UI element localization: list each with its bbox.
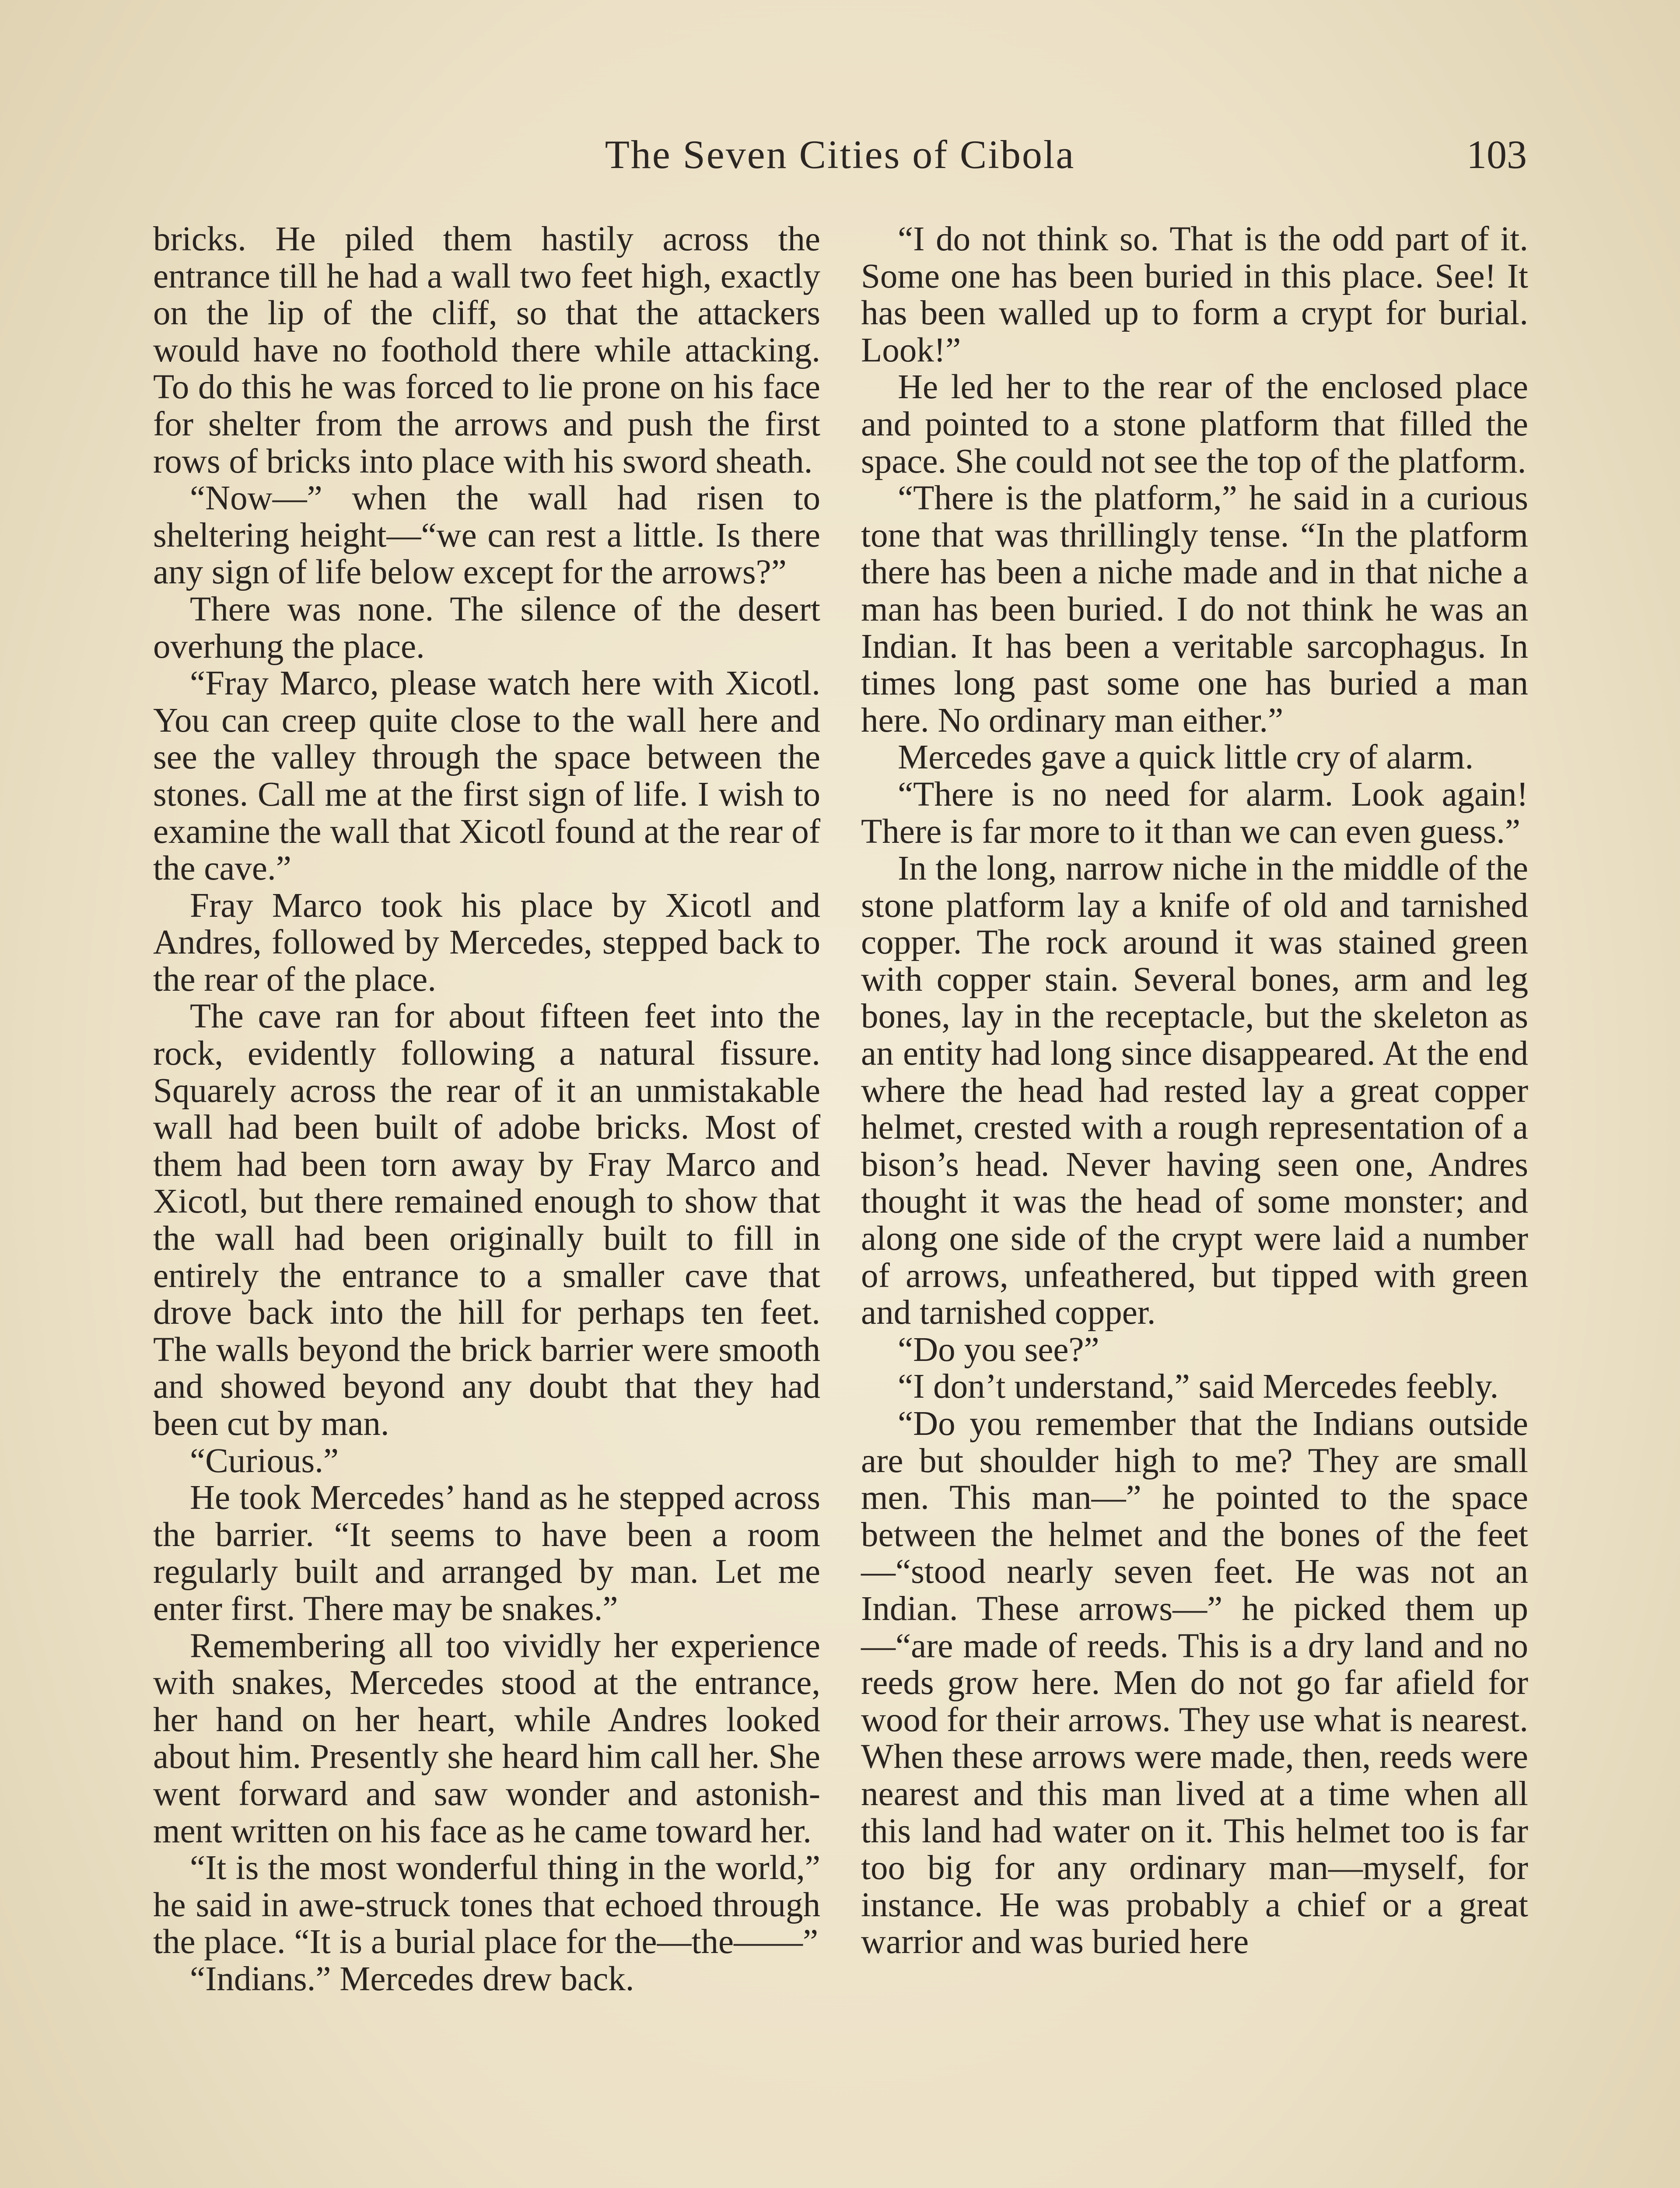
paragraph: “There is the platform,” he said in a curious tone that was thrillingly tense. “In the platform there has been a niche made and in that niche a man has been buried. I do not think he was an Indian. It has been a veritable sarcophagus. In times long past some one has buried a man here. No ordinary man either.”: [861, 479, 1528, 740]
paragraph: bricks. He piled them hastily across the entrance till he had a wall two feet high, exactly on the lip of the cliff, so that the attackers would have no foothold there while attacking. To do this he was forced to lie prone on his face for shelter from the arrows and push the first rows of bricks into place with his sword sheath.: [153, 220, 820, 480]
paragraph: The cave ran for about fifteen feet into the rock, evidently following a natural fissure. Squarely across the rear of it an unmistakable wall had been built of adobe bricks. Most of them had been torn away by Fray Marco and Xicotl, but there remained enough to show that the wall had been originally built to fill in entirely the entrance to a smaller cave that drove back into the hill for perhaps ten feet. The walls beyond the brick barrier were smooth and showed beyond any doubt that they had been cut by man.: [153, 997, 820, 1443]
paragraph: In the long, narrow niche in the middle of the stone platform lay a knife of old and tarnished copper. The rock around it was stained green with copper stain. Several bones, arm and leg bones, lay in the receptacle, but the skeleton as an entity had long since disappeared. At the end where the head had rested lay a great copper helmet, crested with a rough representation of a bison’s head. Never having seen one, Andres thought it was the head of some monster; and along one side of the crypt were laid a number of arrows, unfeathered, but tipped with green and tarnished copper.: [861, 849, 1528, 1332]
paragraph: There was none. The silence of the desert overhung the place.: [153, 590, 820, 666]
page-number: 103: [1466, 132, 1527, 177]
paragraph: He led her to the rear of the enclosed place and pointed to a stone platform that filled the space. She could not see the top of the platform.: [861, 368, 1528, 480]
paragraph: Fray Marco took his place by Xicotl and Andres, followed by Mercedes, stepped back to the rear of the place.: [153, 886, 820, 999]
paragraph: “It is the most wonderful thing in the world,” he said in awe-struck tones that echoed through the place. “It is a burial place for the—the——”: [153, 1849, 820, 1961]
right-column: [861, 221, 1528, 1961]
paragraph: “I do not think so. That is the odd part of it. Some one has been buried in this place. See! It has been walled up to form a crypt for burial. Look!”: [861, 220, 1528, 369]
paragraph: “Do you remember that the Indians outside are but shoulder high to me? They are small men. This man—” he pointed to the space between the helmet and the bones of the feet—“stood nearly seven feet. He was not an Indian. These arrows—” he picked them up—“are made of reeds. This is a dry land and no reeds grow here. Men do not go far afield for wood for their arrows. They use what is nearest. When these arrows were made, then, reeds were nearest and this man lived at a time when all this land had water on it. This helmet too is far too big for any ordinary man—myself, for instance. He was probably a chief or a great warrior and was buried here: [861, 1405, 1528, 1961]
paragraph: Remembering all too vividly her experience with snakes, Mercedes stood at the entrance, her hand on her heart, while Andres looked about him. Presently she heard him call her. She went forward and saw wonder and astonishment written on his face as he came toward her.: [153, 1627, 820, 1850]
paragraph: “There is no need for alarm. Look again! There is far more to it than we can even guess.”: [861, 775, 1528, 851]
running-title: The Seven Cities of Cibola: [605, 132, 1075, 177]
paragraph: “Fray Marco, please watch here with Xicotl. You can creep quite close to the wall here and see the valley through the space between the stones. Call me at the first sign of life. I wish to examine the wall that Xicotl found at the rear of the cave.”: [153, 664, 820, 888]
paragraph: “Curious.”: [190, 1441, 339, 1480]
paragraph: “I don’t understand,” said Mercedes feebly.: [898, 1368, 1499, 1406]
left-column: [153, 221, 820, 1998]
paragraph: Mercedes gave a quick little cry of alarm.: [898, 738, 1474, 777]
paragraph: He took Mercedes’ hand as he stepped across the barrier. “It seems to have been a room regularly built and arranged by man. Let me enter first. There may be snakes.”: [153, 1479, 820, 1628]
paragraph: “Do you see?”: [898, 1330, 1099, 1369]
paragraph: “Indians.” Mercedes drew back.: [190, 1960, 634, 1998]
paragraph: “Now—” when the wall had risen to sheltering height—“we can rest a little. Is there any sign of life below except for the arrows?”: [153, 479, 820, 592]
page-header: [153, 127, 1527, 193]
